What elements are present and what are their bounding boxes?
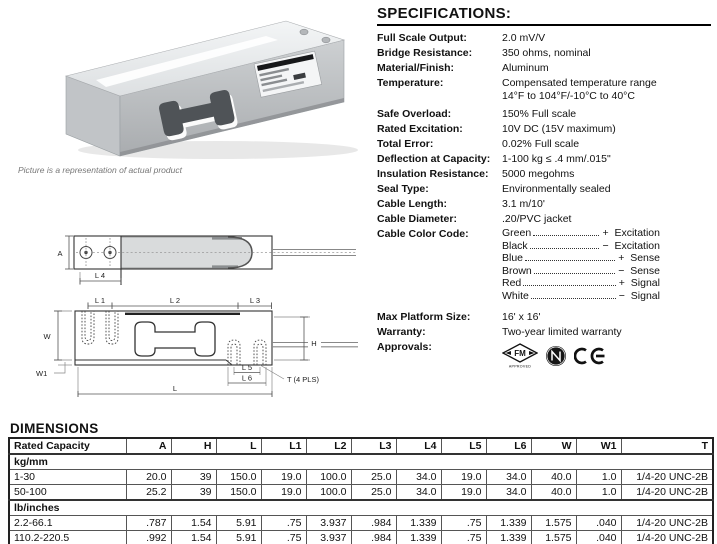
- spec-row: [377, 46, 711, 61]
- spec-value: 1-100 kg ≤ .4 mm/.015": [502, 153, 611, 165]
- spec-row: [377, 31, 711, 46]
- dimensions-table: [8, 437, 714, 544]
- spec-value: Environmentally sealed: [502, 183, 611, 195]
- cable-color-code-row: [377, 227, 711, 303]
- table-row: [9, 485, 713, 501]
- dot-leader: [525, 260, 615, 261]
- spec-value: 350 ohms, nominal: [502, 47, 591, 59]
- spec-label: Temperature:: [377, 77, 444, 89]
- spec-value: Aluminum: [502, 62, 549, 74]
- load-cell-photo-illustration: [8, 4, 358, 164]
- spec-row: [377, 152, 711, 167]
- spec-value: 5000 megohms: [502, 168, 575, 180]
- spec-label: Bridge Resistance:: [377, 47, 473, 59]
- cell: 5.91: [216, 531, 261, 544]
- color-code-entry: [502, 227, 660, 240]
- wire-sign: −: [618, 289, 625, 302]
- photo-caption: Picture is a representation of actual product: [18, 165, 182, 175]
- cell: 1/4-20 UNC-2B: [621, 516, 713, 531]
- cell: 1/4-20 UNC-2B: [621, 531, 713, 544]
- col-header: Rated Capacity: [9, 438, 126, 454]
- wire-role: Sense: [630, 264, 660, 277]
- wire-color: Green: [502, 227, 532, 239]
- col-header: H: [171, 438, 216, 454]
- spec-value: .20/PVC jacket: [502, 213, 572, 225]
- table-row: [9, 531, 713, 544]
- table-header-row: [9, 438, 713, 454]
- cell: 1/4-20 UNC-2B: [621, 485, 713, 501]
- cell: 3.937: [306, 516, 351, 531]
- approvals-row: [377, 340, 711, 369]
- cell: 100.0: [306, 470, 351, 485]
- section-row: [9, 500, 713, 516]
- cell: 1/4-20 UNC-2B: [621, 470, 713, 485]
- dim-label-l3: L 3: [249, 296, 261, 305]
- dim-label-l4: L 4: [94, 271, 106, 280]
- wire-color: Brown: [502, 264, 532, 277]
- col-header: L4: [396, 438, 441, 454]
- threaded-hole: [82, 311, 94, 344]
- col-header: A: [126, 438, 171, 454]
- spec-row: [377, 76, 711, 102]
- col-header: L: [216, 438, 261, 454]
- spec-value: Two-year limited warranty: [502, 325, 622, 338]
- cell: 150.0: [216, 485, 261, 501]
- cell: 40.0: [531, 470, 576, 485]
- wire-role: Sense: [630, 252, 660, 265]
- cell: 19.0: [261, 485, 306, 501]
- spec-row: [377, 182, 711, 197]
- cell: 34.0: [486, 470, 531, 485]
- cell: 150.0: [216, 470, 261, 485]
- dot-leader: [530, 248, 600, 249]
- dot-leader: [533, 235, 599, 236]
- dim-label-h: H: [311, 339, 317, 348]
- wire-role: Signal: [630, 277, 660, 290]
- cell: .75: [261, 531, 306, 544]
- cell: .75: [261, 516, 306, 531]
- col-header: W1: [576, 438, 621, 454]
- spec-label: Warranty:: [377, 325, 426, 338]
- cell: 1.339: [396, 516, 441, 531]
- cable-color-code-list: [502, 227, 660, 303]
- fm-approved-icon: [502, 343, 538, 369]
- dim-label-a: A: [57, 249, 63, 258]
- cell: .787: [126, 516, 171, 531]
- mounting-hole: [80, 238, 92, 267]
- spec-row: [377, 325, 711, 340]
- col-header: L2: [306, 438, 351, 454]
- wire-color: Red: [502, 277, 522, 290]
- cell: 1.339: [396, 531, 441, 544]
- threaded-hole: [106, 311, 118, 344]
- cell: 20.0: [126, 470, 171, 485]
- col-header: L6: [486, 438, 531, 454]
- section-name: lb/inches: [9, 500, 713, 516]
- specifications-section: [377, 5, 711, 369]
- spec-label: Material/Finish:: [377, 62, 455, 74]
- dim-label-w: W: [43, 332, 51, 341]
- temperature-line2: 14°F to 104°F/-10°C to 40°C: [502, 89, 635, 102]
- ntep-icon: [545, 345, 567, 367]
- product-photo: [8, 4, 358, 164]
- cell: 25.0: [351, 485, 396, 501]
- cell: 1.0: [576, 485, 621, 501]
- cell: .984: [351, 531, 396, 544]
- specifications-title: SPECIFICATIONS:: [377, 5, 711, 26]
- color-code-entry: [502, 277, 660, 290]
- cell: .040: [576, 516, 621, 531]
- color-code-entry: [502, 252, 660, 265]
- spec-value: 2.0 mV/V: [502, 32, 546, 44]
- cell: 25.0: [351, 470, 396, 485]
- wire-role: Signal: [630, 289, 660, 302]
- cell: .75: [441, 516, 486, 531]
- spec-label: Seal Type:: [377, 183, 429, 195]
- cell: .040: [576, 531, 621, 544]
- col-header: L3: [351, 438, 396, 454]
- cell: 34.0: [396, 485, 441, 501]
- spec-label: Cable Diameter:: [377, 213, 457, 225]
- dim-label-t: T (4 PLS): [287, 375, 319, 384]
- col-header: T: [621, 438, 713, 454]
- svg-text:FM: FM: [514, 348, 526, 358]
- spec-label: Max Platform Size:: [377, 310, 471, 323]
- wire-sign: +: [618, 252, 625, 265]
- wire-sign: +: [602, 227, 609, 239]
- cell: 1-30: [9, 470, 126, 485]
- spec-row: [377, 61, 711, 76]
- cell: 19.0: [441, 485, 486, 501]
- spec-label: Insulation Resistance:: [377, 168, 489, 180]
- wire-sign: −: [602, 239, 609, 252]
- dim-label-l: L: [172, 384, 178, 393]
- wire-role: Excitation: [614, 239, 660, 252]
- approval-logos: [502, 343, 608, 369]
- cell: 19.0: [441, 470, 486, 485]
- color-code-entry: [502, 240, 660, 253]
- col-header: L5: [441, 438, 486, 454]
- spec-value: 10V DC (15V maximum): [502, 123, 616, 135]
- cell: 34.0: [486, 485, 531, 501]
- spec-label: Cable Length:: [377, 198, 447, 210]
- spec-label: Cable Color Code:: [377, 228, 469, 240]
- wire-color: Blue: [502, 252, 524, 265]
- spec-label: Full Scale Output:: [377, 32, 467, 44]
- wire-sign: +: [618, 277, 625, 290]
- cell: 25.2: [126, 485, 171, 501]
- spec-row: [377, 310, 711, 325]
- col-header: L1: [261, 438, 306, 454]
- cell: 5.91: [216, 516, 261, 531]
- spec-row: [377, 122, 711, 137]
- color-code-entry: [502, 265, 660, 278]
- cell: 1.575: [531, 516, 576, 531]
- cell: 1.339: [486, 531, 531, 544]
- dim-label-l5: L 5: [241, 363, 253, 372]
- cell: 1.54: [171, 516, 216, 531]
- cell: 1.54: [171, 531, 216, 544]
- section-name: kg/mm: [9, 454, 713, 470]
- cell: 1.339: [486, 516, 531, 531]
- dot-leader: [531, 298, 616, 299]
- wire-color: Black: [502, 239, 528, 252]
- cell: 100.0: [306, 485, 351, 501]
- spec-value: 3.1 m/10': [502, 198, 545, 210]
- spec-row: [377, 197, 711, 212]
- spec-label: Safe Overload:: [377, 108, 452, 120]
- dimension-drawings: [8, 193, 363, 420]
- spec-value: [502, 76, 711, 102]
- cell: 39: [171, 485, 216, 501]
- wire-sign: −: [618, 264, 625, 277]
- cell: 40.0: [531, 485, 576, 501]
- dot-leader: [534, 273, 615, 274]
- threaded-hole: [254, 340, 266, 365]
- cell: 19.0: [261, 470, 306, 485]
- dim-label-l2: L 2: [169, 296, 181, 305]
- wire-role: Excitation: [614, 227, 660, 239]
- cell: .75: [441, 531, 486, 544]
- table-row: [9, 516, 713, 531]
- spec-row: [377, 167, 711, 182]
- col-header: W: [531, 438, 576, 454]
- dimensions-title: DIMENSIONS: [10, 421, 99, 436]
- temperature-line1: Compensated temperature range: [502, 77, 657, 89]
- spec-value: 16' x 16': [502, 310, 541, 323]
- dim-label-w1: W1: [36, 369, 48, 378]
- threaded-hole: [228, 340, 240, 365]
- color-code-entry: [502, 290, 660, 303]
- spec-row: [377, 137, 711, 152]
- spec-label: Approvals:: [377, 340, 432, 353]
- spec-row: [377, 212, 711, 227]
- cell: 34.0: [396, 470, 441, 485]
- cell: .992: [126, 531, 171, 544]
- cell: 1.0: [576, 470, 621, 485]
- spec-value: 0.02% Full scale: [502, 138, 580, 150]
- spec-label: Total Error:: [377, 138, 434, 150]
- dot-leader: [523, 285, 616, 286]
- svg-text:APPROVED: APPROVED: [508, 364, 532, 369]
- cell: 1.575: [531, 531, 576, 544]
- cell: 50-100: [9, 485, 126, 501]
- cell: 39: [171, 470, 216, 485]
- cell: 2.2-66.1: [9, 516, 126, 531]
- spec-value: 150% Full scale: [502, 108, 577, 120]
- spec-row: [377, 107, 711, 122]
- cell: 110.2-220.5: [9, 531, 126, 544]
- dim-label-l1: L 1: [94, 296, 106, 305]
- wire-color: White: [502, 289, 529, 302]
- spec-label: Deflection at Capacity:: [377, 153, 491, 165]
- dim-label-l6: L 6: [241, 373, 253, 383]
- cell: 3.937: [306, 531, 351, 544]
- dumbbell-cutout-outline: [135, 322, 215, 356]
- mounting-hole: [104, 238, 116, 267]
- cell: .984: [351, 516, 396, 531]
- ce-mark-icon: [574, 346, 608, 366]
- spec-label: Rated Excitation:: [377, 123, 463, 135]
- section-row: [9, 454, 713, 470]
- table-row: [9, 470, 713, 485]
